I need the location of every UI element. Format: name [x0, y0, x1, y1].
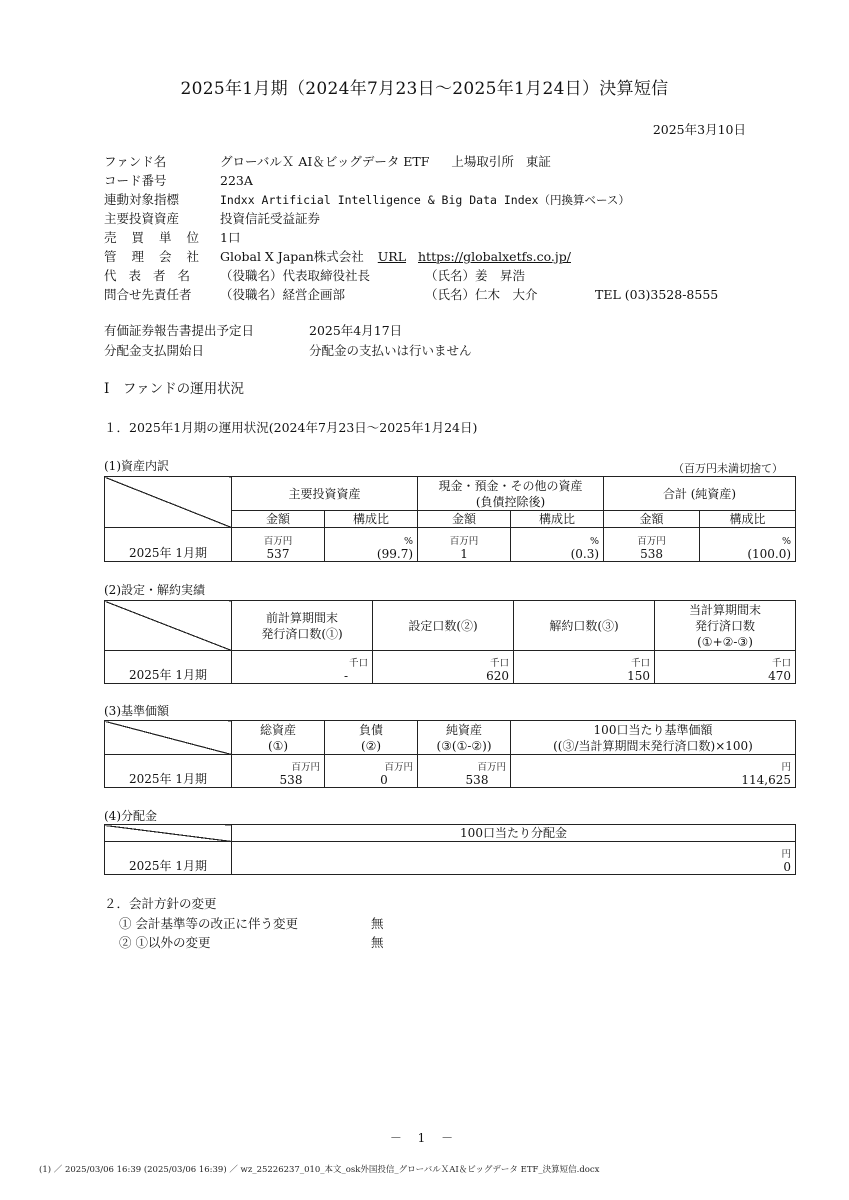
curr-units: 470: [768, 669, 791, 683]
asset-row: [104, 209, 320, 229]
header-amount: 金額: [232, 511, 325, 528]
issuance-table: [104, 600, 796, 684]
distribution-row: [104, 341, 472, 361]
distribution-value: 分配金の支払いは行いません: [309, 343, 472, 358]
trading-unit-label: 売買単位: [104, 230, 215, 245]
table-row: [105, 755, 796, 788]
nav-caption: (3)基準価額: [104, 704, 169, 718]
section-heading: Ⅰ ファンドの運用状況: [104, 381, 245, 397]
total-ratio-cell: [700, 528, 796, 562]
table-row: [105, 528, 796, 562]
unit-label: %: [590, 536, 600, 547]
report-date-row: [104, 321, 402, 341]
issue-date: 2025年3月10日: [652, 122, 746, 137]
header-amount: 金額: [418, 511, 511, 528]
header-distribution-per-100: 100口当たり分配金: [232, 825, 796, 842]
unit-label: 千口: [771, 658, 791, 669]
header-cash-assets: 現金・預金・その他の資産 (負債控除後): [418, 477, 604, 511]
unit-label: 円: [781, 762, 791, 773]
issuance-caption: (2)設定・解約実績: [104, 583, 205, 597]
prev-units-cell: [232, 651, 373, 684]
url-link[interactable]: https://globalxetfs.co.jp/: [418, 249, 571, 264]
header-nav-per-100: 100口当たり基準価額 ((③/当計算期間末発行済口数)×100): [511, 721, 796, 755]
cash-amount: 1: [460, 547, 468, 561]
policy-item-1: [119, 914, 384, 932]
page-number: － 1 －: [389, 1131, 460, 1145]
header-set-units: 設定口数(②): [373, 601, 514, 651]
asset-breakdown-table: [104, 476, 796, 562]
row-label: 2025年 1月期: [105, 528, 232, 562]
contact-label: 問合せ先責任者: [104, 287, 192, 302]
policy-item-1-label: ① 会計基準等の改正に伴う変更: [119, 916, 298, 931]
url-label[interactable]: URL: [377, 249, 407, 264]
unit-label: %: [403, 536, 414, 547]
code-label: コード番号: [104, 173, 167, 188]
contact-name: （氏名）仁木 大介: [425, 287, 538, 302]
net-assets: 538: [465, 773, 489, 787]
set-units: 620: [486, 669, 509, 683]
prev-units: -: [343, 669, 348, 683]
unit-label: 百万円: [291, 762, 320, 773]
asset-breakdown-caption: (1)資産内訳: [104, 459, 169, 473]
header-cancel-units: 解約口数(③): [514, 601, 655, 651]
policy-item-1-value: 無: [371, 916, 384, 931]
representative-title: （役職名）代表取締役社長: [220, 268, 371, 283]
contact-tel: TEL (03)3528-8555: [595, 287, 719, 302]
header-diagonal-cell: [105, 601, 232, 651]
truncation-note: （百万円未満切捨て）: [673, 462, 783, 475]
trading-unit-row: [104, 228, 240, 248]
trading-unit-value: 1口: [220, 230, 241, 245]
total-ratio: (100.0): [747, 547, 792, 561]
row-label: 2025年 1月期: [105, 842, 232, 875]
distribution-value: 0: [783, 860, 791, 874]
unit-label: 百万円: [477, 762, 506, 773]
header-ratio: 構成比: [700, 511, 796, 528]
representative-name: （氏名）姜 昇浩: [425, 268, 526, 283]
operation-heading: １．2025年1月期の運用状況(2024年7月23日～2025年1月24日): [104, 420, 478, 435]
total-assets-cell: [232, 755, 325, 788]
liabilities-cell: [325, 755, 418, 788]
report-date-label: 有価証券報告書提出予定日: [104, 323, 255, 338]
header-diagonal-cell: [105, 721, 232, 755]
header-prev-units: 前計算期間末 発行済口数(①): [232, 601, 373, 651]
representative-row: [104, 266, 525, 286]
exchange-value: 東証: [525, 154, 551, 169]
contact-row: [104, 285, 718, 305]
representative-label: 代表者名: [104, 268, 203, 283]
report-date-value: 2025年4月17日: [309, 323, 403, 338]
header-total-assets: 総資産 (①): [232, 721, 325, 755]
unit-label: 百万円: [263, 536, 293, 547]
fund-name-value: グローバルＸ AI＆ビッグデータ ETF: [220, 154, 430, 169]
distribution-caption: (4)分配金: [104, 809, 157, 823]
file-footer: (1) ／ 2025/03/06 16:39 (2025/03/06 16:39) ／ wz_25226237_010_本文_osk外国投信_グローバルＸAI＆ビッグデータ ETF_決算短信.docx: [39, 1165, 600, 1175]
net-assets-cell: [418, 755, 511, 788]
unit-label: 百万円: [384, 762, 413, 773]
asset-value: 投資信託受益証券: [220, 211, 321, 226]
cancel-units-cell: [514, 651, 655, 684]
total-amount: 538: [640, 547, 663, 561]
fund-name-label: ファンド名: [104, 154, 167, 169]
table-row: [105, 842, 796, 875]
nav-value: 114,625: [741, 773, 791, 787]
row-label: 2025年 1月期: [105, 755, 232, 788]
row-label: 2025年 1月期: [105, 651, 232, 684]
fund-name-row: [104, 152, 551, 172]
total-amount-cell: [604, 528, 700, 562]
manager-label: 管理会社: [104, 249, 215, 264]
policy-item-2-value: 無: [371, 935, 384, 950]
header-diagonal-cell: [105, 825, 232, 842]
header-ratio: 構成比: [511, 511, 604, 528]
main-ratio-cell: [325, 528, 418, 562]
header-liabilities: 負債 (②): [325, 721, 418, 755]
header-curr-units: 当計算期間末 発行済口数 (①+②-③): [655, 601, 796, 651]
header-main-assets: 主要投資資産: [232, 477, 418, 511]
total-assets: 538: [279, 773, 303, 787]
unit-label: 千口: [630, 658, 650, 669]
header-net-assets: 純資産 (③(①-②)): [418, 721, 511, 755]
unit-label: 百万円: [449, 536, 479, 547]
cash-amount-cell: [418, 528, 511, 562]
code-row: [104, 171, 253, 191]
header-total: 合計 (純資産): [604, 477, 796, 511]
cash-ratio: (0.3): [570, 547, 600, 561]
document-title: 2025年1月期（2024年7月23日～2025年1月24日）決算短信: [180, 79, 669, 99]
index-row: [104, 190, 630, 210]
policy-item-2-label: ② ①以外の変更: [119, 935, 211, 950]
distribution-cell: [232, 842, 796, 875]
contact-title: （役職名）経営企画部: [220, 287, 346, 302]
exchange-label: 上場取引所: [451, 154, 514, 169]
header-diagonal-cell: [105, 477, 232, 528]
unit-label: 円: [781, 849, 791, 860]
distribution-label: 分配金支払開始日: [104, 343, 205, 358]
liabilities: 0: [380, 773, 388, 787]
code-value: 223A: [220, 173, 253, 188]
main-ratio: (99.7): [376, 547, 414, 561]
distribution-table: [104, 824, 796, 875]
policy-item-2: [119, 933, 384, 951]
main-amount: 537: [266, 547, 290, 561]
header-ratio: 構成比: [325, 511, 418, 528]
index-value: Indxx Artificial Intelligence & Big Data Index（円換算ベース）: [220, 193, 630, 207]
cash-ratio-cell: [511, 528, 604, 562]
unit-label: 百万円: [637, 536, 666, 547]
unit-label: 千口: [348, 658, 368, 669]
unit-label: %: [782, 536, 792, 547]
curr-units-cell: [655, 651, 796, 684]
table-row: [105, 651, 796, 684]
set-units-cell: [373, 651, 514, 684]
header-amount: 金額: [604, 511, 700, 528]
asset-label: 主要投資資産: [104, 211, 180, 226]
cancel-units: 150: [627, 669, 650, 683]
manager-value: Global X Japan株式会社: [220, 249, 364, 264]
unit-label: 千口: [489, 658, 509, 669]
manager-row: [104, 247, 571, 267]
nav-table: [104, 720, 796, 788]
main-amount-cell: [232, 528, 325, 562]
policy-heading: ２．会計方針の変更: [104, 896, 217, 911]
index-label: 連動対象指標: [104, 192, 180, 207]
nav-cell: [511, 755, 796, 788]
